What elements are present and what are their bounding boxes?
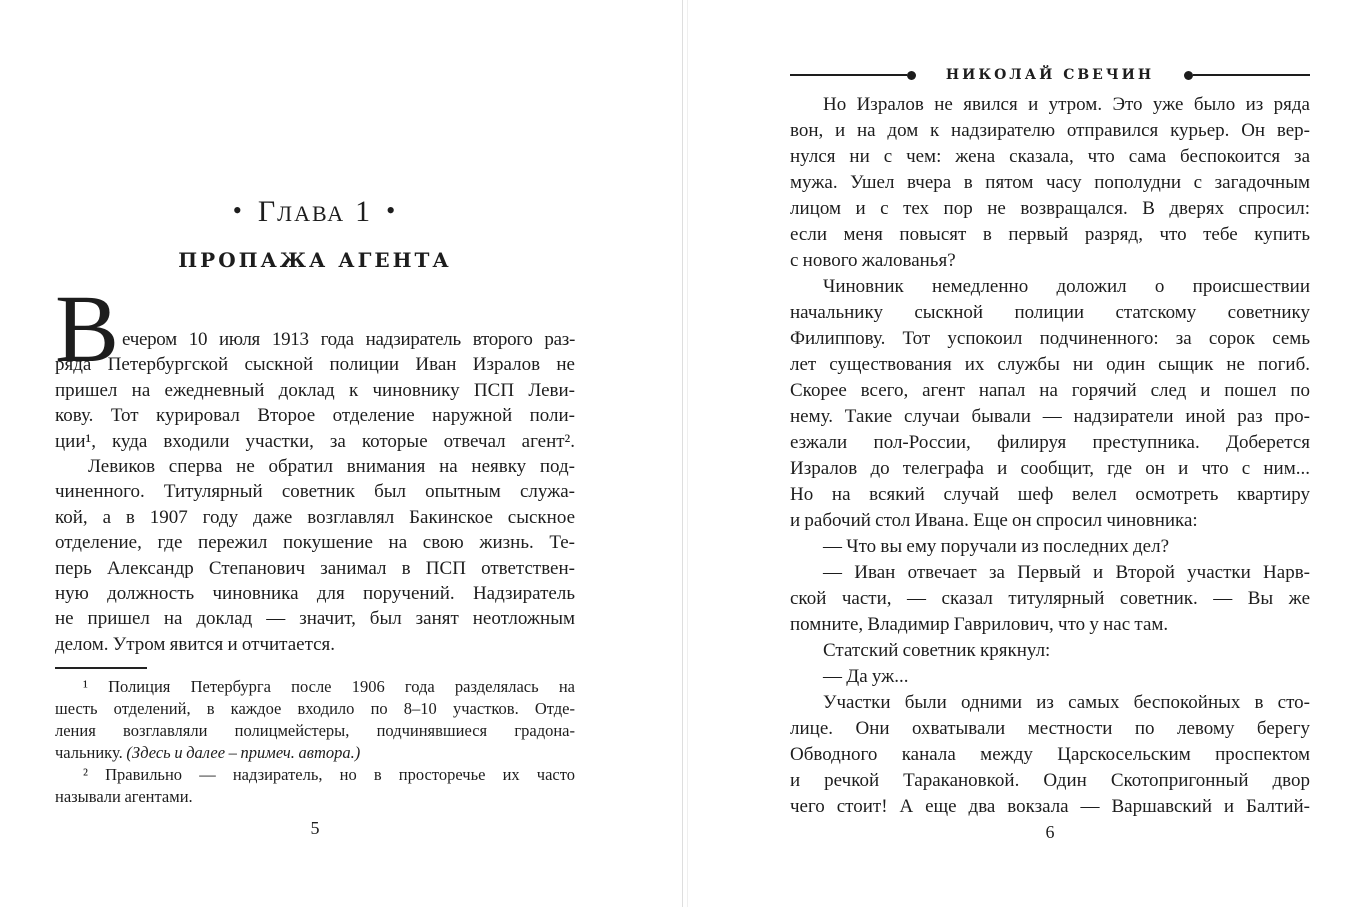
text-line: начальнику сыскной полиции статскому советнику bbox=[790, 302, 1310, 323]
running-header-title: НИКОЛАЙ СВЕЧИН bbox=[945, 67, 1155, 83]
footnote-separator bbox=[55, 667, 147, 669]
text-line: нему. Такие случаи бывали — надзиратели иной раз про- bbox=[790, 406, 1310, 427]
text-line: перь Александр Степанович занимал в ПСП ответствен- bbox=[55, 557, 575, 579]
text-line: — Что вы ему поручали из последних дел? bbox=[823, 536, 1169, 557]
text-line: — Иван отвечает за Первый и Второй участки Нарв- bbox=[823, 562, 1310, 583]
text-line: если меня повысят в первый разряд, что тебе купить bbox=[790, 224, 1310, 245]
text-line: — Да уж... bbox=[823, 666, 909, 687]
text-line: шесть отделений, в каждое входило по 8–10 участков. Отде- bbox=[55, 699, 575, 718]
text-line bbox=[55, 742, 575, 764]
text-line: Но на всякий случай шеф велел осмотреть квартиру bbox=[790, 484, 1310, 505]
text-line: лет существования их службы ни один сыщик не погиб. bbox=[790, 354, 1310, 375]
page-number-right: 6 bbox=[1045, 822, 1055, 842]
text-line: ряда Петербургской сыскной полиции Иван Изралов не bbox=[55, 354, 575, 376]
text-line: не пришел на доклад — значит, был занят неотложным bbox=[55, 608, 575, 630]
running-header bbox=[790, 66, 1310, 84]
text-line: Филиппову. Тот успокоил подчиненного: за сорок семь bbox=[790, 328, 1310, 349]
text-line: с нового жалованья? bbox=[790, 250, 956, 271]
footnote-author-note: (Здесь и далее – примеч. автора.) bbox=[126, 743, 361, 762]
left-page bbox=[55, 0, 575, 907]
text-line: помните, Владимир Гаврилович, что у нас там. bbox=[790, 614, 1169, 635]
text-line: езжали пол-России, филируя преступника. Доберется bbox=[790, 432, 1310, 453]
text-line: чего стоит! А еще два вокзала — Варшавский и Балтий- bbox=[790, 796, 1310, 817]
text-line: ской части, — сказал титулярный советник. — Вы же bbox=[790, 588, 1310, 609]
text-line: Чиновник немедленно доложил о происшествии bbox=[823, 276, 1310, 297]
text-line: Статский советник крякнул: bbox=[823, 640, 1051, 661]
text-line: Но Изралов не явился и утром. Это уже было из ряда bbox=[823, 94, 1310, 115]
chapter-number: 1 bbox=[355, 195, 373, 228]
text-line: вон, и на дом к надзирателю отправился курьер. Он вер- bbox=[790, 120, 1310, 141]
text-line: кой, а в 1907 году даже возглавлял Бакинское сыскное bbox=[55, 506, 575, 528]
chapter-bullet-right: • bbox=[386, 196, 398, 225]
text-line: ления возглавляли полицмейстеры, подчинявшиеся градона- bbox=[55, 721, 575, 740]
left-body-text bbox=[55, 275, 575, 657]
chapter-word-initial: Г bbox=[257, 195, 278, 228]
chapter-heading bbox=[55, 193, 575, 235]
text-line: пришел на ежедневный доклад к чиновнику ПСП Леви- bbox=[55, 379, 575, 401]
text-line: Левиков сперва не обратил внимания на неявку под- bbox=[88, 455, 575, 477]
text-line: и речкой Таракановкой. Один Скотопригонный двор bbox=[790, 770, 1310, 791]
text-line: ² Правильно — надзиратель, но в просторечье их часто bbox=[83, 765, 575, 784]
header-rule-right bbox=[1193, 74, 1310, 76]
text-line: кову. Тот курировал Второе отделение наружной поли- bbox=[55, 405, 575, 427]
drop-cap: В bbox=[55, 275, 120, 382]
text-line: лице. Они охватывали местности по левому берегу bbox=[790, 718, 1310, 739]
text-line: и рабочий стол Ивана. Еще он спросил чиновника: bbox=[790, 510, 1198, 531]
text-line: мужа. Ушел вчера в пятом часу пополудни с загадочным bbox=[790, 172, 1310, 193]
page-number-left: 5 bbox=[310, 818, 320, 838]
text-line: Участки были одними из самых беспокойных в сто- bbox=[823, 692, 1310, 713]
chapter-subtitle: ПРОПАЖА АГЕНТА bbox=[178, 248, 452, 272]
footnote-text: чальнику. bbox=[55, 743, 127, 762]
right-body-text bbox=[790, 92, 1310, 820]
text-line: чиненного. Титулярный советник был опытным служа- bbox=[55, 481, 575, 503]
text-line: называли агентами. bbox=[55, 787, 193, 806]
text-line: отделение, где пережил покушение на свою жизнь. Те- bbox=[55, 532, 575, 554]
footnote-list bbox=[55, 676, 575, 808]
page-gutter-line-2 bbox=[687, 0, 688, 907]
text-line: ¹ Полиция Петербурга после 1906 года разделялась на bbox=[83, 677, 575, 696]
text-line: нулся ни с чем: жена сказала, что сама беспокоится за bbox=[790, 146, 1310, 167]
chapter-word-rest: ЛАВА bbox=[277, 201, 346, 226]
text-line: ную должность чиновника для поручений. Надзиратель bbox=[55, 582, 575, 604]
text-line: Скорее всего, агент напал на горячий след и пошел по bbox=[790, 380, 1310, 401]
text-line: Вечером 10 июля 1913 года надзиратель второго раз- bbox=[55, 275, 575, 382]
chapter-bullet-left: • bbox=[232, 196, 244, 225]
right-page bbox=[790, 0, 1310, 907]
text-line: лицом и с тех пор не возвращался. В дверях спросил: bbox=[790, 198, 1310, 219]
text-line: Обводного канала между Царскосельским проспектом bbox=[790, 744, 1310, 765]
text-line: Изралов до телеграфа и сообщит, где он и что с ним... bbox=[790, 458, 1310, 479]
header-dot-right bbox=[1184, 71, 1193, 80]
header-rule-left bbox=[790, 74, 907, 76]
text-line: делом. Утром явится и отчитается. bbox=[55, 633, 336, 655]
page-gutter-line bbox=[682, 0, 683, 907]
header-dot-left bbox=[907, 71, 916, 80]
text-line: ции¹, куда входили участки, за которые отвечал агент². bbox=[55, 430, 575, 452]
